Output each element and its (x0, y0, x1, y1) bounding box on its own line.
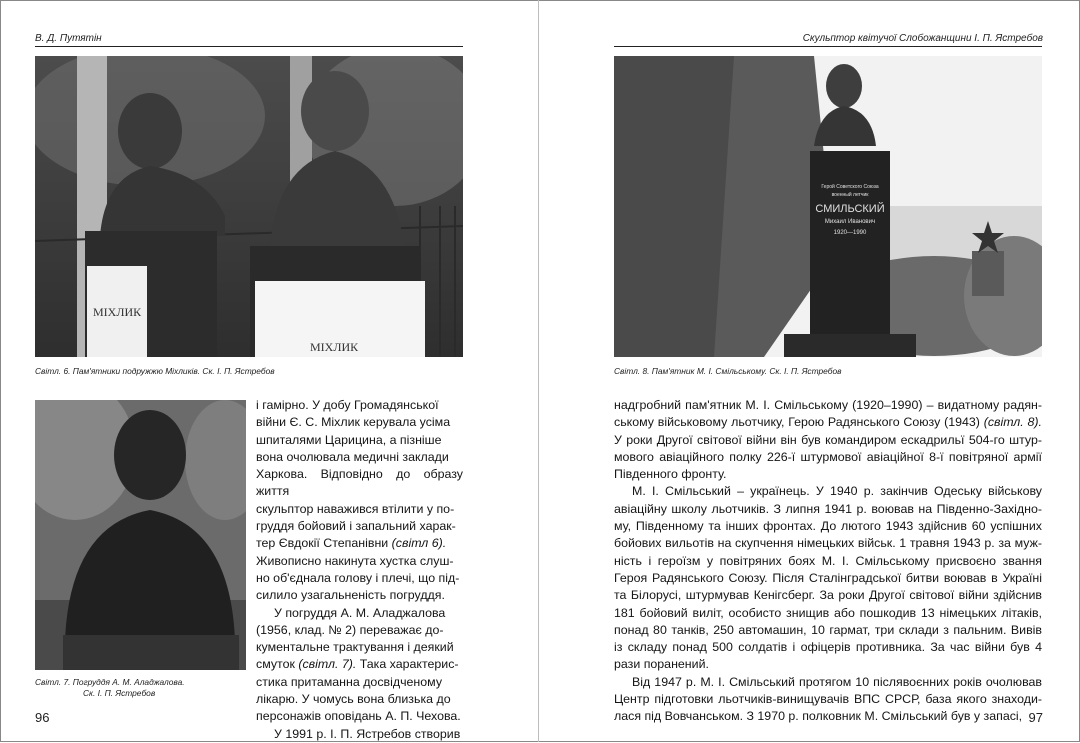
monument-line1: Герой Советского Союза (821, 184, 879, 190)
text-line: У 1991 р. І. П. Ястребов створив (274, 726, 461, 741)
figure6-photo (35, 56, 463, 357)
paragraph: Від 1947 р. М. І. Смільський протягом 10 післявоєнних років очолював Центр підготовки льотчиків-винищувачів ВПС СРСР, база якого знаходи-лася під Вовчанськом. З 1970 р. полковник М. Смільський був у запасі, (614, 674, 1042, 724)
text-line: тер Євдокії Степанівни (світл 6). (256, 536, 447, 551)
page-gutter (538, 0, 539, 742)
text-line: но об'єднала голову і плечі, що під- (256, 570, 460, 585)
figure7-caption-line2: Ск. І. П. Ястребов (83, 688, 156, 698)
text-line: (1956, клад. № 2) переважає до- (256, 622, 444, 637)
text-line: смуток (світл. 7). Така характерис- (256, 657, 459, 672)
right-header-rule (614, 46, 1042, 47)
right-running-header: Скульптор квітучої Слобожанщини І. П. Ястребов (802, 33, 1043, 44)
left-header-rule (35, 46, 463, 47)
paragraph: надгробний пам'ятник М. І. Смільському (1920–1990) – видатному радян-ському військовому льотчику, Герою Радянського Союзу (1943) (світл. 8). У роки Другої світової війни він був командиром ескадрильї 504-го штур-мового авіаційного полку 226-ї штурмової авіаційної 8-ї повітряної армії Південного фронту. (614, 398, 1042, 482)
paragraph: М. І. Смільський – українець. У 1940 р. закінчив Одеську військову авіаційну школу льотчиків. З липня 1941 р. воював на Південно-Західно-му, Південному та інших фронтах. До лютого 1943 здійснив 60 успішних бойових вильотів на скупчення німецьких військ. 1 травня 1943 р. за муж-ність і героїзм у повітряних боях М. І. Смільському присвоєно звання Героя Радянського Союзу. Після Сталінградської битви воював в Україні та Білорусі, штурмував Кенігсберг. За роки Другої світової війни здійснив 181 бойовий виліт, особисто знищив або пошкодив 13 німецьких літаків, понад 80 танків, 250 автомашин, 10 гармат, три склади з пальним. Вивів із складу понад 500 солдатів і офіцерів противника. За час війни був 4 рази поранений. (614, 484, 1042, 672)
right-text-column (614, 397, 1042, 726)
text-line: У погруддя А. М. Аладжалова (274, 605, 446, 620)
text-line: вона очолювала медичні заклади (256, 449, 449, 464)
text-line: кументальне трактування і деякий (256, 640, 454, 655)
figure8-caption: Світл. 8. Пам'ятник М. І. Смільському. Ск. І. П. Ястребов (614, 366, 842, 376)
text-line: війни Є. С. Міхлик керувала усіма (256, 415, 451, 430)
text-line: персонажів оповідань А. П. Чехова. (256, 709, 461, 724)
text-line: скульптор наважився втілити у по- (256, 501, 455, 516)
monument-line2: военный летчик (831, 192, 869, 198)
left-page-number: 96 (35, 710, 50, 725)
left-running-header: В. Д. Путятін (35, 33, 102, 44)
figure6-plinth-left-text: МІХЛИК (93, 305, 142, 319)
text-line: Харкова. Відповідно до образу життя (256, 467, 463, 499)
monument-line4: Михаил Иванович (824, 219, 876, 225)
text-line: і гамірно. У добу Громадянської (256, 398, 439, 412)
text-line: лікарю. У чомусь вона близька до (256, 692, 451, 707)
right-page-number: 97 (1028, 710, 1043, 725)
left-text-column (256, 397, 463, 743)
text-line: Живописно накинута хустка слуш- (256, 553, 454, 568)
figure7-caption-line1: Світл. 7. Погруддя А. М. Аладжалова. (35, 677, 185, 687)
ref-svitl7: (світл. 7). (298, 657, 357, 672)
text-line: силило узагальненість погруддя. (256, 588, 445, 603)
monument-line5: 1920—1990 (833, 230, 867, 236)
figure6-plinth-right-text: МІХЛИК (310, 340, 359, 354)
figure7-photo (35, 400, 246, 670)
monument-line3: СМИЛЬСКИЙ (815, 203, 885, 215)
text-line: шпиталями Царицина, а пізніше (256, 432, 442, 447)
text-line: стика притаманна досвідченому (256, 674, 443, 689)
ref-svitl8: (світл. 8). (983, 415, 1042, 430)
figure6-caption: Світл. 6. Пам'ятники подружжю Міхликів. Ск. І. П. Ястребов (35, 366, 275, 376)
figure8-photo (614, 56, 1042, 357)
ref-svitl6: (світл 6). (391, 536, 447, 551)
text-line: груддя бойовий і запальний харак- (256, 519, 456, 534)
